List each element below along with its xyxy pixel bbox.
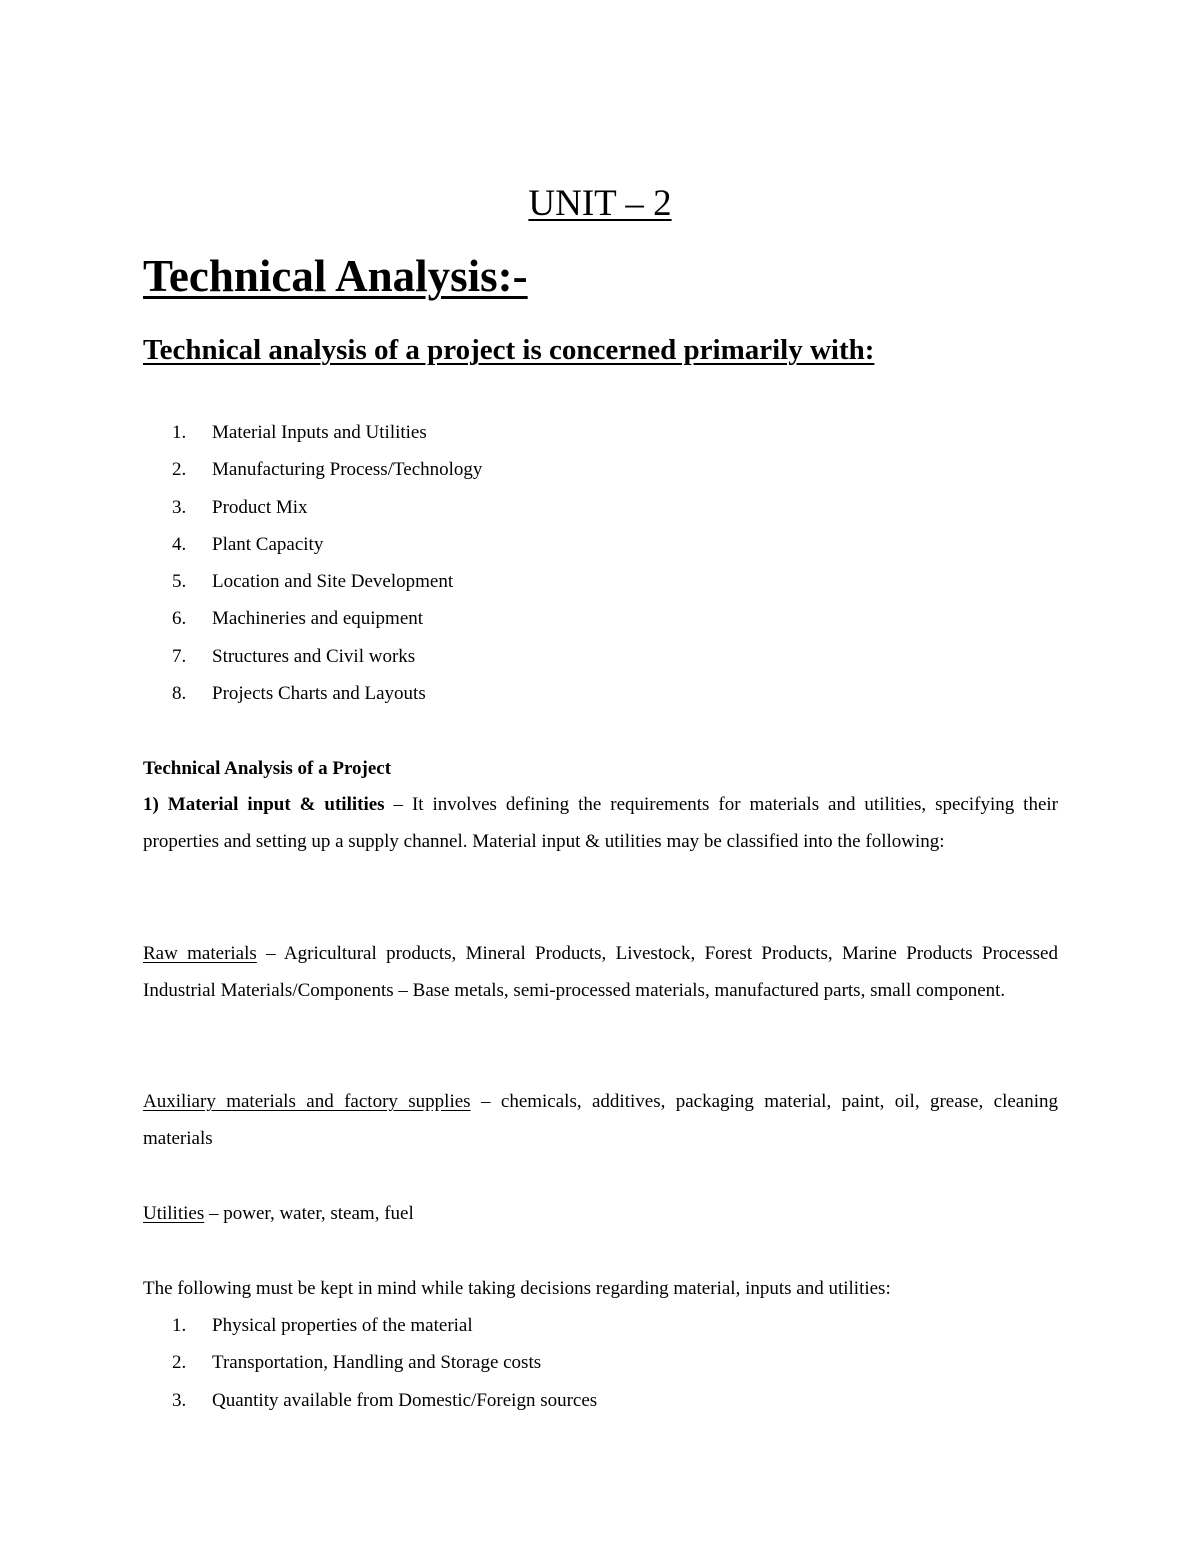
list-item-text: Manufacturing Process/Technology — [212, 459, 483, 481]
list-item-number: 3. — [172, 496, 187, 518]
list-item-number: 7. — [172, 645, 187, 667]
list-item-text: Plant Capacity — [212, 533, 324, 555]
raw-materials-paragraph — [143, 935, 1058, 1010]
list-item-text: Projects Charts and Layouts — [212, 683, 426, 705]
list-item-number: 1. — [172, 1315, 187, 1336]
unit-title: UNIT – 2 — [528, 183, 672, 224]
raw-materials-text: – Agricultural products, Mineral Products, Livestock, Forest Products, Marine Products Processed Industrial Materials/Components – Base metals, semi-processed materials, manufactured parts, small component. — [143, 943, 1058, 1002]
auxiliary-paragraph — [143, 1083, 1058, 1158]
list-item-text: Quantity available from Domestic/Foreign sources — [212, 1389, 598, 1411]
auxiliary-text: – chemicals, additives, packaging material, paint, oil, grease, cleaning materials — [143, 1091, 1058, 1150]
intro-text: – It involves defining the requirements for materials and utilities, specifying their properties and setting up a supply channel. Material input & utilities may be classified into the following: — [143, 794, 1059, 853]
list-item-number: 6. — [172, 608, 187, 630]
list-item-text: Machineries and equipment — [212, 608, 424, 630]
list-item-number: 5. — [172, 571, 187, 593]
list-item-number: 4. — [172, 533, 187, 555]
list-item-text: Physical properties of the material — [212, 1315, 473, 1336]
intro-label: 1) Material input & utilities — [143, 794, 385, 815]
list-item-number: 2. — [172, 459, 187, 481]
section-title: Technical Analysis of a Project — [143, 758, 392, 779]
sub-heading: Technical analysis of a project is concerned primarily with: — [143, 334, 875, 366]
list-item-number: 3. — [172, 1389, 187, 1411]
auxiliary-label: Auxiliary materials and factory supplies — [143, 1091, 471, 1112]
utilities-text: – power, water, steam, fuel — [204, 1203, 414, 1224]
list-item-text: Transportation, Handling and Storage costs — [212, 1352, 542, 1374]
list-item-number: 8. — [172, 683, 187, 705]
list-item-text: Product Mix — [212, 496, 308, 518]
main-heading: Technical Analysis:- — [143, 251, 528, 301]
utilities-label: Utilities — [143, 1203, 205, 1224]
intro-paragraph — [143, 786, 1058, 861]
following-paragraph: The following must be kept in mind while taking decisions regarding material, inputs and utilities: — [143, 1278, 891, 1299]
list-item-number: 2. — [172, 1352, 187, 1374]
list-item-number: 1. — [172, 422, 187, 443]
list-item-text: Structures and Civil works — [212, 645, 416, 667]
raw-materials-label: Raw materials — [143, 943, 257, 964]
list-item-text: Material Inputs and Utilities — [212, 422, 427, 443]
list-item-text: Location and Site Development — [212, 571, 454, 593]
utilities-paragraph — [143, 1195, 1058, 1232]
